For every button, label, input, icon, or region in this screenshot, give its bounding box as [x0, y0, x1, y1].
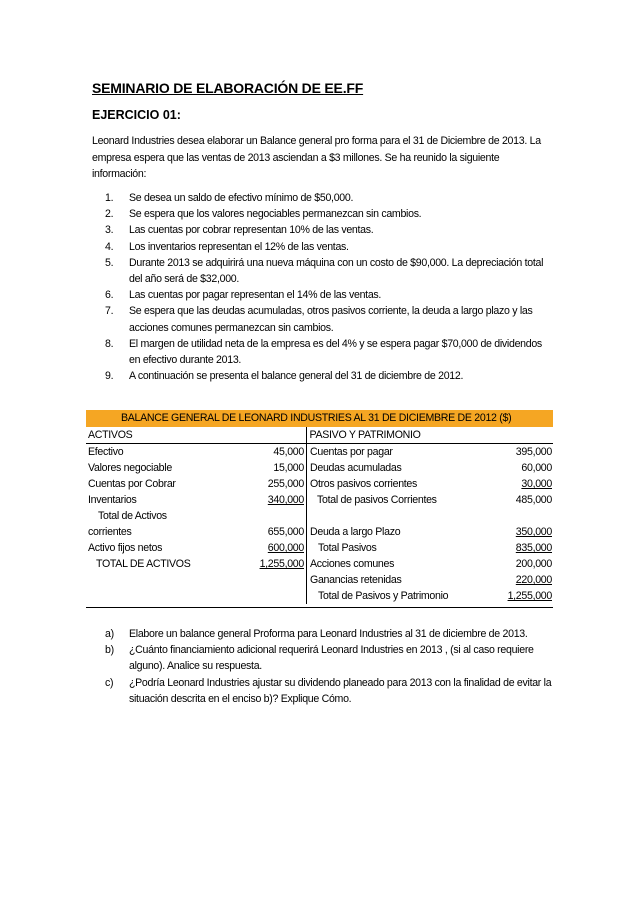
list-item: [92, 222, 552, 238]
liability-amount: 485,000: [515, 494, 552, 506]
table-row: [86, 556, 553, 572]
list-item-text: Elabore un balance general Proforma para Leonard Industries al 31 de diciembre de 2013.: [129, 628, 528, 640]
liabilities-header: PASIVO Y PATRIMONIO: [309, 429, 421, 441]
asset-label: Efectivo: [88, 446, 124, 458]
exercise-heading: EJERCICIO 01:: [92, 108, 181, 122]
list-item-text: A continuación se presenta el balance general del 31 de diciembre de 2012.: [129, 370, 464, 383]
liability-amount: 350,000: [515, 526, 552, 538]
asset-amount: 340,000: [267, 494, 304, 506]
document-title: SEMINARIO DE ELABORACIÓN DE EE.FF: [92, 80, 364, 96]
liability-label: Deudas acumuladas: [310, 462, 402, 474]
asset-amount: 1,255,000: [259, 558, 304, 570]
liability-amount: 835,000: [515, 542, 552, 554]
asset-label: Valores negociable: [88, 462, 172, 474]
table-row: [86, 492, 553, 508]
list-marker: 8.: [105, 337, 114, 350]
liability-amount: 30,000: [521, 478, 552, 490]
table-row: [86, 508, 553, 540]
table-row: [86, 476, 553, 492]
liability-label: Deuda a largo Plazo: [310, 526, 401, 538]
list-item: [92, 303, 552, 335]
list-marker: a): [105, 628, 114, 640]
liability-amount: 1,255,000: [507, 590, 552, 602]
list-item: [92, 206, 552, 222]
intro-paragraph: Leonard Industries desea elaborar un Balance general pro forma para el 31 de Diciembre de 2013. La empresa espera que las ventas de 2013 asciendan a $3 millones. Se ha reunido la siguiente información:: [92, 135, 541, 180]
list-item-text: ¿Cuánto financiamiento adicional requerirá Leonard Industries en 2013 , (si al caso requiere alguno). Analice su respuesta.: [129, 644, 534, 673]
asset-label: Activo fijos netos: [88, 542, 163, 554]
asset-label: Total de Activos corrientes: [88, 510, 167, 538]
list-item: [92, 190, 552, 206]
list-marker: 9.: [105, 370, 114, 383]
asset-amount: 255,000: [267, 478, 304, 490]
list-marker: 1.: [105, 192, 114, 204]
list-item: [92, 626, 552, 642]
list-item-text: Se espera que los valores negociables permanezcan sin cambios.: [129, 208, 422, 221]
table-row: [86, 572, 553, 588]
list-marker: 3.: [105, 224, 114, 237]
liability-label: Otros pasivos corrientes: [310, 478, 418, 490]
list-marker: b): [105, 644, 114, 657]
list-item-text: Durante 2013 se adquirirá una nueva máquina con un costo de $90,000. La depreciación total del año será de $32,000.: [129, 256, 544, 286]
table-row: [86, 588, 553, 604]
list-item: [92, 239, 552, 255]
liability-label: Total de pasivos Corrientes: [317, 494, 437, 506]
liability-label: Total Pasivos: [318, 542, 377, 554]
table-bottom-rule: [86, 604, 553, 608]
asset-label: Inventarios: [88, 494, 137, 506]
list-item-text: Las cuentas por cobrar representan 10% de las ventas.: [129, 224, 374, 237]
list-item-text: Los inventarios representan el 12% de las ventas.: [129, 240, 349, 253]
list-marker: 2.: [105, 208, 114, 221]
liability-amount: 220,000: [515, 574, 552, 586]
information-list: [92, 190, 552, 384]
questions-list: [92, 626, 552, 707]
list-marker: 7.: [105, 305, 114, 318]
list-item: [92, 287, 552, 303]
balance-sheet-table: [86, 410, 553, 608]
balance-sheet-title: BALANCE GENERAL DE LEONARD INDUSTRIES AL 31 DE DICIEMBRE DE 2012 ($): [86, 410, 553, 427]
list-item-text: Se espera que las deudas acumuladas, otros pasivos corriente, la deuda a largo plazo y las acciones comunes permanezcan sin cambios.: [129, 305, 533, 334]
list-marker: c): [105, 676, 114, 689]
list-item-text: Las cuentas por pagar representan el 14% de las ventas.: [129, 289, 382, 302]
asset-amount: 15,000: [273, 462, 304, 474]
liability-label: Ganancias retenidas: [310, 574, 402, 586]
list-marker: 6.: [105, 289, 114, 302]
list-item: [92, 642, 552, 674]
asset-amount: 45,000: [273, 446, 304, 458]
list-item-text: ¿Podría Leonard Industries ajustar su dividendo planeado para 2013 con la finalidad de evitar la situación descrita en el enciso b)? Explique Cómo.: [129, 676, 552, 705]
table-row: [86, 444, 553, 460]
asset-amount: 600,000: [267, 542, 304, 554]
list-marker: 5.: [105, 256, 114, 269]
liability-label: Acciones comunes: [310, 558, 395, 570]
table-row: [86, 460, 553, 476]
list-marker: 4.: [105, 240, 114, 253]
liability-label: Cuentas por pagar: [310, 446, 393, 458]
list-item-text: Se desea un saldo de efectivo mínimo de $50,000.: [129, 192, 354, 204]
assets-header: ACTIVOS: [88, 429, 133, 441]
list-item: [92, 255, 552, 287]
table-row: [86, 540, 553, 556]
list-item-text: El margen de utilidad neta de la empresa es del 4% y se espera pagar $70,000 de dividendos en efectivo durante 2013.: [129, 337, 542, 367]
asset-amount: 655,000: [267, 526, 304, 538]
asset-label: TOTAL DE ACTIVOS: [96, 558, 191, 570]
asset-label: Cuentas por Cobrar: [88, 478, 176, 490]
balance-header-row: [86, 427, 553, 444]
liability-amount: 60,000: [521, 462, 552, 474]
list-item: [92, 368, 552, 384]
liability-amount: 395,000: [515, 446, 552, 458]
list-item: [92, 675, 552, 707]
liability-label: Total de Pasivos y Patrimonio: [318, 590, 449, 602]
liability-amount: 200,000: [515, 558, 552, 570]
list-item: [92, 336, 552, 368]
